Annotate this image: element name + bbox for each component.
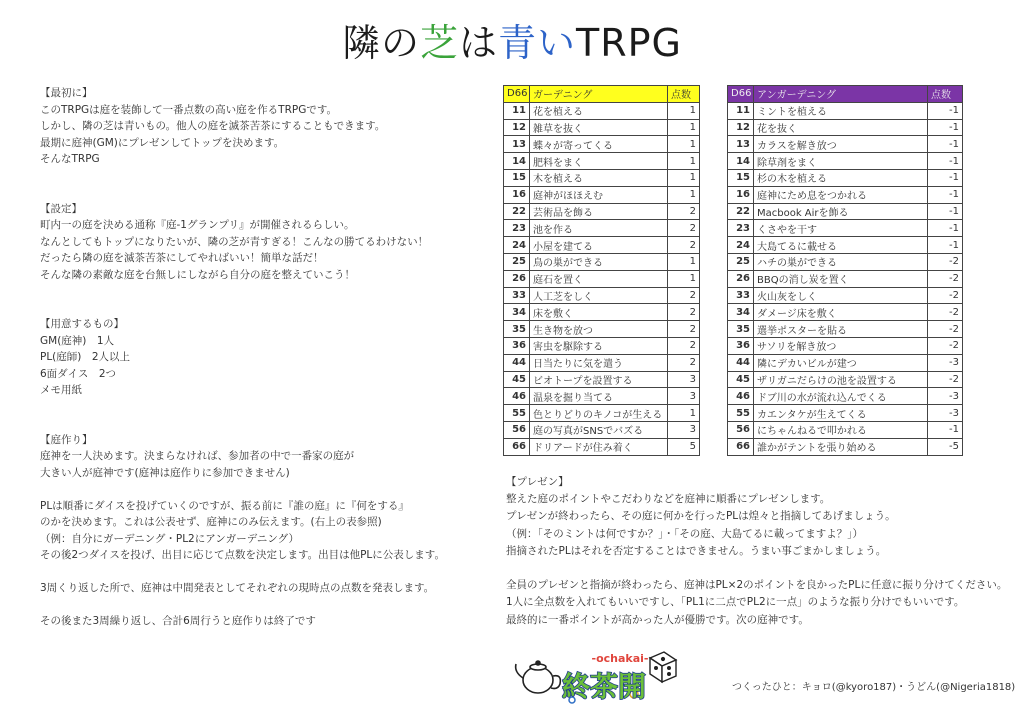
- roll-cell: 22: [728, 203, 754, 220]
- table-row: [504, 371, 700, 388]
- flow-line: 3周くり返した所で、庭神は中間発表としてそれぞれの現時点の点数を発表します。: [40, 582, 435, 594]
- action-cell: ダメージ床を敷く: [754, 304, 928, 321]
- roll-cell: 55: [728, 405, 754, 422]
- roll-cell: 35: [504, 321, 530, 338]
- action-cell: 温泉を掘り当てる: [530, 388, 668, 405]
- table-row: [504, 119, 700, 136]
- action-cell: にちゃんねるで叩かれる: [754, 421, 928, 438]
- points-cell: -1: [928, 136, 963, 153]
- action-cell: 誰かがテントを張り始める: [754, 438, 928, 455]
- header-d66: D66: [504, 86, 530, 103]
- roll-cell: 34: [728, 304, 754, 321]
- points-cell: 2: [668, 321, 700, 338]
- points-cell: -2: [928, 270, 963, 287]
- points-cell: 3: [668, 371, 700, 388]
- points-cell: 2: [668, 220, 700, 237]
- points-cell: -1: [928, 237, 963, 254]
- flow-heading: 【庭作り】: [40, 433, 93, 446]
- action-cell: 床を敷く: [530, 304, 668, 321]
- roll-cell: 11: [728, 102, 754, 119]
- points-cell: -1: [928, 153, 963, 170]
- roll-cell: 15: [504, 169, 530, 186]
- points-cell: -1: [928, 220, 963, 237]
- action-cell: ドブ川の水が流れ込んでくる: [754, 388, 928, 405]
- roll-cell: 14: [728, 153, 754, 170]
- points-cell: -3: [928, 388, 963, 405]
- presen-lines-a: [506, 491, 1006, 560]
- action-cell: 池を作る: [530, 220, 668, 237]
- table-row: [728, 136, 963, 153]
- flow-section-d: [40, 613, 470, 630]
- table-row: [504, 287, 700, 304]
- presen-line: 全員のプレゼンと指摘が終わったら、庭神はPL×2のポイントを良かったPLに任意に振り分けてください。: [506, 579, 1008, 592]
- table-row: [728, 287, 963, 304]
- presen-line: 1人に全点数を入れてもいいですし、「PL1に二点でPL2に一点」のような振り分けでもいいです。: [506, 596, 965, 609]
- presen-line: 整えた庭のポイントやこだわりなどを庭神に順番にプレゼンします。: [506, 493, 831, 506]
- intro-section: [40, 102, 470, 168]
- roll-cell: 23: [728, 220, 754, 237]
- table-row: [728, 169, 963, 186]
- table-row: [504, 388, 700, 405]
- table-row: [728, 321, 963, 338]
- table-row: [728, 153, 963, 170]
- flow-section-a: [40, 448, 470, 481]
- points-cell: 1: [668, 136, 700, 153]
- points-cell: 2: [668, 237, 700, 254]
- flow-line: 大きい人が庭神です(庭神は庭作りに参加できません): [40, 466, 290, 479]
- roll-cell: 36: [504, 337, 530, 354]
- title-part4: 青い: [498, 21, 577, 65]
- roll-cell: 45: [728, 371, 754, 388]
- action-cell: 大島てるに載せる: [754, 237, 928, 254]
- table-row: [504, 304, 700, 321]
- points-cell: 1: [668, 253, 700, 270]
- points-cell: 2: [668, 354, 700, 371]
- action-cell: 生き物を放つ: [530, 321, 668, 338]
- header-d66: D66: [728, 86, 754, 103]
- action-cell: 鳥の巣ができる: [530, 253, 668, 270]
- action-cell: 杉の木を植える: [754, 169, 928, 186]
- points-cell: 1: [668, 153, 700, 170]
- points-cell: 1: [668, 119, 700, 136]
- table-row: [728, 220, 963, 237]
- points-cell: -2: [928, 321, 963, 338]
- points-cell: 5: [668, 438, 700, 455]
- title-part5: TRPG: [576, 21, 683, 65]
- points-cell: -1: [928, 186, 963, 203]
- logo-small-text: -ochakai-: [591, 652, 649, 665]
- table-row: [504, 169, 700, 186]
- table-row: [504, 405, 700, 422]
- presen-lines-b: [506, 577, 1006, 629]
- credit-text: つくったひと：キョロ(@kyoro187)・うどん(@Nigeria1818): [732, 682, 1016, 693]
- table-row: [728, 354, 963, 371]
- roll-cell: 55: [504, 405, 530, 422]
- presen-line: 最終的に一番ポイントが高かった人が優勝です。次の庭神です。: [506, 613, 809, 626]
- points-cell: -3: [928, 354, 963, 371]
- flow-line: （例：自分にガーデニング・PL2にアンガーデニング）: [40, 532, 299, 545]
- action-cell: 芸術品を飾る: [530, 203, 668, 220]
- table-row: [728, 203, 963, 220]
- points-cell: -5: [928, 438, 963, 455]
- roll-cell: 24: [728, 237, 754, 254]
- action-cell: 小屋を建てる: [530, 237, 668, 254]
- table-row: [504, 438, 700, 455]
- action-cell: 除草剤をまく: [754, 153, 928, 170]
- table-row: [504, 337, 700, 354]
- intro-line: しかし、隣の芝は青いもの。他人の庭を滅茶苦茶にすることもできます。: [40, 120, 386, 132]
- roll-cell: 13: [504, 136, 530, 153]
- flow-line: のかを決めます。これは公表せず、庭神にのみ伝えます。(右上の表参照): [40, 516, 382, 528]
- roll-cell: 12: [504, 119, 530, 136]
- action-cell: ハチの巣ができる: [754, 253, 928, 270]
- roll-cell: 56: [728, 421, 754, 438]
- roll-cell: 25: [728, 253, 754, 270]
- setting-line: 町内一の庭を決める通称『庭-1グランプリ』が開催されるらしい。: [40, 219, 355, 231]
- roll-cell: 15: [728, 169, 754, 186]
- flow-section-b: [40, 498, 470, 564]
- presentation-section: [506, 474, 1006, 629]
- action-cell: 色とりどりのキノコが生える: [530, 405, 668, 422]
- action-cell: 花を抜く: [754, 119, 928, 136]
- action-cell: 庭石を置く: [530, 270, 668, 287]
- header-anti-gardening: アンガーデニング: [754, 86, 928, 103]
- action-cell: くさやを干す: [754, 220, 928, 237]
- teapot-icon: [516, 661, 561, 693]
- item-line: GM(庭神) 1人: [40, 334, 115, 347]
- table-row: [728, 270, 963, 287]
- action-cell: 人工芝をしく: [530, 287, 668, 304]
- item-line: メモ用紙: [40, 384, 82, 396]
- header-gardening: ガーデニング: [530, 86, 668, 103]
- roll-cell: 44: [728, 354, 754, 371]
- points-cell: 1: [668, 169, 700, 186]
- anti-gardening-table: [727, 85, 963, 456]
- title-part3: は: [459, 21, 499, 65]
- roll-cell: 13: [728, 136, 754, 153]
- items-section: [40, 333, 470, 399]
- table-row: [728, 438, 963, 455]
- dice-icon: [650, 652, 676, 682]
- points-cell: -2: [928, 287, 963, 304]
- roll-cell: 26: [504, 270, 530, 287]
- points-cell: -2: [928, 253, 963, 270]
- roll-cell: 14: [504, 153, 530, 170]
- table-row: [728, 304, 963, 321]
- table-row: [728, 119, 963, 136]
- title-part2: 芝: [419, 21, 459, 65]
- points-cell: -1: [928, 169, 963, 186]
- title-part1: 隣の: [341, 21, 420, 65]
- action-cell: 花を植える: [530, 102, 668, 119]
- intro-line: そんなTRPG: [40, 153, 100, 165]
- points-cell: -1: [928, 421, 963, 438]
- table-row: [504, 186, 700, 203]
- action-cell: ビオトープを設置する: [530, 371, 668, 388]
- intro-heading: 【最初に】: [40, 87, 93, 99]
- gardening-table-header: [504, 86, 700, 103]
- points-cell: 2: [668, 304, 700, 321]
- action-cell: ミントを植える: [754, 102, 928, 119]
- logo-main-text: 終茶開: [561, 670, 647, 703]
- roll-cell: 56: [504, 421, 530, 438]
- action-cell: 火山灰をしく: [754, 287, 928, 304]
- table-row: [504, 153, 700, 170]
- roll-cell: 36: [728, 337, 754, 354]
- points-cell: 1: [668, 405, 700, 422]
- table-row: [504, 321, 700, 338]
- action-cell: 雑草を抜く: [530, 119, 668, 136]
- action-cell: BBQの消し炭を置く: [754, 270, 928, 287]
- table-row: [728, 405, 963, 422]
- points-cell: -2: [928, 337, 963, 354]
- flow-line: 庭神を一人決めます。決まらなければ、参加者の中で一番家の庭が: [40, 450, 355, 462]
- table-row: [728, 371, 963, 388]
- presen-heading: 【プレゼン】: [506, 476, 569, 488]
- roll-cell: 66: [504, 438, 530, 455]
- table-row: [504, 253, 700, 270]
- action-cell: 日当たりに気を遣う: [530, 354, 668, 371]
- points-cell: 1: [668, 270, 700, 287]
- roll-cell: 34: [504, 304, 530, 321]
- roll-cell: 46: [504, 388, 530, 405]
- roll-cell: 46: [728, 388, 754, 405]
- table-row: [728, 337, 963, 354]
- points-cell: 2: [668, 287, 700, 304]
- roll-cell: 16: [728, 186, 754, 203]
- setting-heading: 【設定】: [40, 202, 82, 215]
- roll-cell: 45: [504, 371, 530, 388]
- item-line: 6面ダイス 2つ: [40, 367, 117, 380]
- action-cell: 木を植える: [530, 169, 668, 186]
- table-row: [728, 186, 963, 203]
- points-cell: 1: [668, 186, 700, 203]
- action-cell: 隣にデカいビルが建つ: [754, 354, 928, 371]
- action-cell: ドリアードが住み着く: [530, 438, 668, 455]
- roll-cell: 24: [504, 237, 530, 254]
- header-points: 点数: [928, 86, 963, 103]
- action-cell: 蝶々が寄ってくる: [530, 136, 668, 153]
- flow-section-c: [40, 580, 470, 597]
- points-cell: -2: [928, 371, 963, 388]
- points-cell: 1: [668, 102, 700, 119]
- action-cell: Macbook Airを飾る: [754, 203, 928, 220]
- table-row: [728, 421, 963, 438]
- action-cell: 害虫を駆除する: [530, 337, 668, 354]
- table-row: [728, 102, 963, 119]
- points-cell: -3: [928, 405, 963, 422]
- flow-line: PLは順番にダイスを投げていくのですが、振る前に『誰の庭』に『何をする』: [40, 499, 409, 512]
- action-cell: 庭の写真がSNSでバズる: [530, 421, 668, 438]
- roll-cell: 33: [504, 287, 530, 304]
- page-title: [0, 18, 1024, 68]
- items-heading: 【用意するもの】: [40, 318, 124, 330]
- points-cell: 3: [668, 388, 700, 405]
- action-cell: 選挙ポスターを貼る: [754, 321, 928, 338]
- action-cell: 庭神がほほえむ: [530, 186, 668, 203]
- roll-cell: 44: [504, 354, 530, 371]
- roll-cell: 66: [728, 438, 754, 455]
- roll-cell: 11: [504, 102, 530, 119]
- roll-cell: 35: [728, 321, 754, 338]
- table-row: [504, 270, 700, 287]
- anti-gardening-table-header: [728, 86, 963, 103]
- presen-line: プレゼンが終わったら、その庭に何かを行ったPLは煌々と指摘してあげましょう。: [506, 510, 896, 523]
- action-cell: ザリガニだらけの池を設置する: [754, 371, 928, 388]
- presen-line: 指摘されたPLはそれを否定することはできません。うまい事ごまかしましょう。: [506, 544, 887, 557]
- roll-cell: 22: [504, 203, 530, 220]
- table-row: [728, 237, 963, 254]
- table-row: [504, 421, 700, 438]
- presen-line: （例：「そのミントは何ですか？」・「その庭、大島てるに載ってますよ？」）: [506, 527, 863, 540]
- points-cell: 2: [668, 203, 700, 220]
- roll-cell: 12: [728, 119, 754, 136]
- flow-line: その後また3周繰り返し、合計6周行うと庭作りは終了です: [40, 615, 316, 627]
- action-cell: 庭神にため息をつかれる: [754, 186, 928, 203]
- setting-line: そんな隣の素敵な庭を台無しにしながら自分の庭を整えていこう！: [40, 268, 355, 281]
- ochakai-logo: [512, 638, 682, 708]
- setting-line: なんとしてもトップになりたいが、隣の芝が青すぎる！こんなの勝てるわけない！: [40, 235, 429, 248]
- table-row: [504, 237, 700, 254]
- gardening-table: [503, 85, 700, 456]
- roll-cell: 16: [504, 186, 530, 203]
- points-cell: -1: [928, 119, 963, 136]
- action-cell: 肥料をまく: [530, 153, 668, 170]
- intro-line: このTRPGは庭を装飾して一番点数の高い庭を作るTRPGです。: [40, 103, 338, 116]
- points-cell: -2: [928, 304, 963, 321]
- table-row: [504, 220, 700, 237]
- table-row: [504, 203, 700, 220]
- intro-line: 最期に庭神(GM)にプレゼンしてトップを決めます。: [40, 136, 285, 149]
- action-cell: カエンタケが生えてくる: [754, 405, 928, 422]
- points-cell: -1: [928, 102, 963, 119]
- roll-cell: 26: [728, 270, 754, 287]
- table-row: [504, 136, 700, 153]
- table-row: [504, 354, 700, 371]
- points-cell: 2: [668, 337, 700, 354]
- flow-line: その後2つダイスを投げ、出目に応じて点数を決定します。出目は他PLに公表します。: [40, 549, 445, 561]
- points-cell: -1: [928, 203, 963, 220]
- action-cell: カラスを解き放つ: [754, 136, 928, 153]
- roll-cell: 25: [504, 253, 530, 270]
- rules-column: [40, 85, 470, 630]
- item-line: PL(庭師) 2人以上: [40, 351, 131, 363]
- table-row: [728, 388, 963, 405]
- roll-cell: 33: [728, 287, 754, 304]
- header-points: 点数: [668, 86, 700, 103]
- table-row: [504, 102, 700, 119]
- table-row: [728, 253, 963, 270]
- roll-cell: 23: [504, 220, 530, 237]
- action-cell: サソリを解き放つ: [754, 337, 928, 354]
- points-cell: 3: [668, 421, 700, 438]
- setting-section: [40, 217, 470, 283]
- setting-line: だったら隣の庭を滅茶苦茶にしてやればいい！簡単な話だ！: [40, 252, 324, 264]
